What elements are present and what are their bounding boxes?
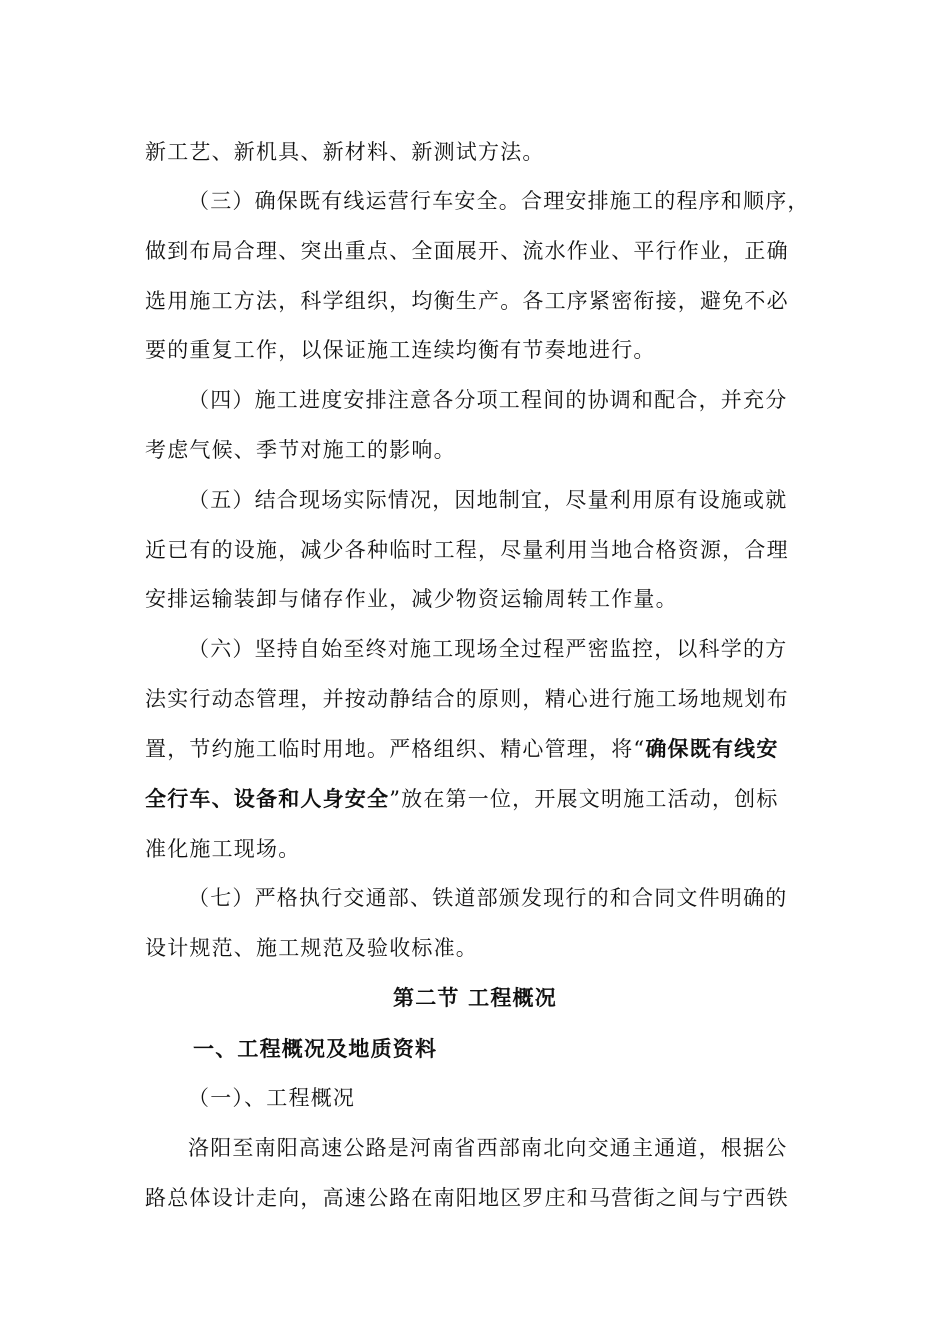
sub-subsection-heading: （一）、工程概况 (188, 1086, 356, 1110)
paragraph-line (145, 734, 810, 764)
emphasis-text: 全行车、设备和人身安全 (145, 787, 390, 811)
paragraph-line: 路总体设计走向，高速公路在南阳地区罗庄和马营街之间与宁西铁 (145, 1186, 789, 1210)
paragraph-line: （五）结合现场实际情况，因地制宜，尽量利用原有设施或就 (188, 488, 788, 512)
emphasis-text: 确保既有线安 (645, 737, 779, 761)
paragraph-line: 法实行动态管理，并按动静结合的原则，精心进行施工场地规划布 (145, 687, 789, 711)
paragraph-line: 安排运输装卸与储存作业，减少物资运输周转工作量。 (145, 587, 678, 611)
paragraph-line: 做到布局合理、突出重点、全面展开、流水作业、平行作业，正确 (145, 239, 789, 263)
section-heading: 第二节 工程概况 (393, 986, 557, 1010)
paragraph-line: 要的重复工作，以保证施工连续均衡有节奏地进行。 (145, 338, 656, 362)
paragraph-line: 洛阳至南阳高速公路是河南省西部南北向交通主通道，根据公 (188, 1136, 788, 1160)
line-text: 置，节约施工临时用地。严格组织、精心管理，将“ (145, 737, 646, 761)
paragraph-line: 考虑气候、季节对施工的影响。 (145, 438, 456, 462)
paragraph-line: 近已有的设施，减少各种临时工程，尽量利用当地合格资源，合理 (145, 538, 789, 562)
paragraph-line: 新工艺、新机具、新材料、新测试方法。 (145, 140, 545, 164)
paragraph-line: （六）坚持自始至终对施工现场全过程严密监控，以科学的方 (188, 637, 788, 661)
subsection-heading: 一、工程概况及地质资料 (193, 1037, 438, 1061)
line-text: ”放在第一位，开展文明施工活动，创标 (389, 787, 779, 811)
paragraph-line: （四）施工进度安排注意各分项工程间的协调和配合，并充分 (188, 388, 788, 412)
paragraph-line (145, 784, 810, 814)
paragraph-line: 准化施工现场。 (145, 837, 301, 861)
paragraph-line: 选用施工方法，科学组织，均衡生产。各工序紧密衔接，避免不必 (145, 289, 789, 313)
paragraph-line: （七）严格执行交通部、铁道部颁发现行的和合同文件明确的 (188, 886, 788, 910)
paragraph-line: （三）确保既有线运营行车安全。合理安排施工的程序和顺序， (188, 189, 810, 213)
paragraph-line: 设计规范、施工规范及验收标准。 (145, 936, 478, 960)
